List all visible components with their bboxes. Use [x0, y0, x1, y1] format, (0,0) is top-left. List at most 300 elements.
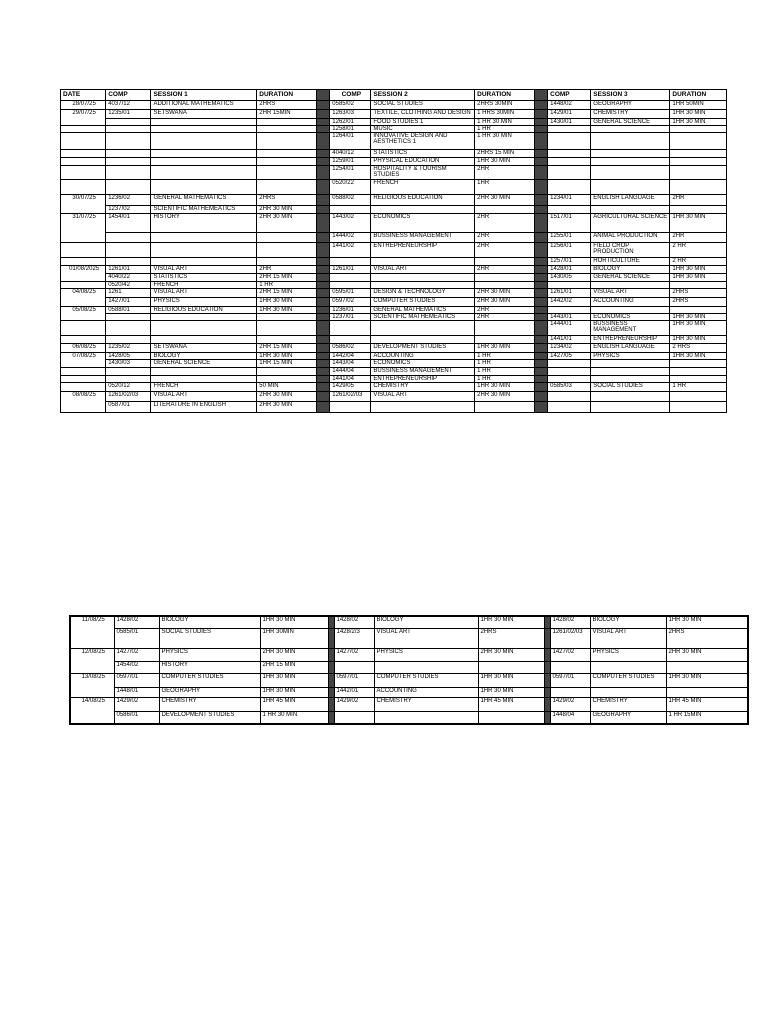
column-separator: [534, 344, 547, 353]
date-cell: 05/08/25: [61, 307, 106, 314]
comp-cell: 0586/01: [114, 711, 159, 724]
comp-cell: [330, 282, 371, 289]
comp-cell: 1261/02/03: [330, 392, 371, 402]
subject-cell: ANIMAL PRODUCTION: [591, 233, 670, 243]
duration-cell: 2HR 30 MIN: [475, 392, 535, 402]
header-session-3: SESSION 3: [591, 90, 670, 101]
comp-cell: 1258/01: [330, 126, 371, 133]
subject-cell: VISUAL ART: [371, 392, 475, 402]
subject-cell: ACCOUNTING: [371, 353, 475, 360]
duration-cell: 1 HR: [475, 368, 535, 376]
duration-cell: 1HR 30 MIN: [670, 266, 727, 274]
duration-cell: [257, 180, 317, 195]
duration-cell: 1HR 30 MIN: [478, 616, 544, 628]
duration-cell: 1HR 30 MIN: [260, 673, 328, 687]
subject-cell: SOCIAL STUDIES: [159, 628, 260, 648]
table-row: [61, 133, 727, 150]
comp-cell: 4040/12: [330, 150, 371, 158]
table-row: [61, 289, 727, 298]
table-row: [61, 402, 727, 413]
duration-cell: [257, 150, 317, 158]
header-comp: COMP: [106, 90, 151, 101]
exam-timetable-1: [60, 89, 727, 413]
column-separator: [316, 150, 329, 158]
comp-cell: 1428/01: [548, 266, 591, 274]
duration-cell: 1HR: [475, 180, 535, 195]
date-cell: [61, 126, 106, 133]
subject-cell: [151, 233, 257, 243]
comp-cell: 1430/03: [106, 360, 151, 368]
subject-cell: CHEMISTRY: [591, 110, 670, 119]
duration-cell: 1HR 30 MIN: [475, 383, 535, 392]
header-duration: DURATION: [670, 90, 727, 101]
subject-cell: [151, 243, 257, 258]
comp-cell: 1427/02: [334, 648, 374, 661]
subject-cell: ENTREPRENEURSHIP: [371, 376, 475, 383]
comp-cell: [330, 321, 371, 336]
duration-cell: 1HR 15 MIN: [257, 360, 317, 368]
subject-cell: DEVELOPMENT STUDIES: [371, 344, 475, 353]
comp-cell: [330, 206, 371, 214]
subject-cell: GENERAL SCIENCE: [591, 274, 670, 282]
column-separator: [316, 180, 329, 195]
column-separator: [534, 166, 547, 180]
column-separator: [534, 392, 547, 402]
subject-cell: [151, 119, 257, 126]
comp-cell: [106, 233, 151, 243]
duration-cell: 2HR 30 MIN: [666, 648, 748, 661]
duration-cell: 2HR 30 MIN: [257, 402, 317, 413]
subject-cell: [591, 166, 670, 180]
comp-cell: [106, 119, 151, 126]
duration-cell: [475, 274, 535, 282]
duration-cell: 1HR 30 MIN: [670, 336, 727, 344]
duration-cell: 1HR 45 MIN: [260, 697, 328, 711]
column-separator: [534, 266, 547, 274]
subject-cell: [591, 126, 670, 133]
subject-cell: VISUAL ART: [151, 392, 257, 402]
duration-cell: 1HR 30 MIN: [260, 687, 328, 697]
table-row: [61, 368, 727, 376]
subject-cell: VISUAL ART: [374, 628, 478, 648]
table-row: [61, 243, 727, 258]
comp-cell: [106, 158, 151, 166]
duration-cell: 1HR 30 MIN: [257, 298, 317, 307]
column-separator: [534, 133, 547, 150]
comp-cell: 1444/01: [548, 321, 591, 336]
date-cell: [61, 233, 106, 243]
table-row: [61, 360, 727, 368]
subject-cell: RELIGIOUS EDUCATION: [151, 307, 257, 314]
subject-cell: [591, 206, 670, 214]
duration-cell: 1 HR: [670, 383, 727, 392]
column-separator: [534, 214, 547, 233]
duration-cell: [257, 368, 317, 376]
subject-cell: [151, 126, 257, 133]
column-separator: [316, 126, 329, 133]
duration-cell: 2HR 15 MIN: [257, 289, 317, 298]
duration-cell: 2HRS 15 MIN: [475, 150, 535, 158]
comp-cell: [106, 166, 151, 180]
subject-cell: [590, 661, 666, 673]
column-separator: [316, 133, 329, 150]
table-row: [61, 214, 727, 233]
subject-cell: FRENCH: [151, 282, 257, 289]
comp-cell: [548, 402, 591, 413]
duration-cell: [475, 258, 535, 266]
comp-cell: [106, 258, 151, 266]
table-row: [61, 233, 727, 243]
comp-cell: [330, 336, 371, 344]
table-row: [61, 376, 727, 383]
subject-cell: DEVELOPMENT STUDIES: [159, 711, 260, 724]
subject-cell: CHEMISTRY: [590, 697, 666, 711]
date-cell: 08/08/25: [61, 392, 106, 402]
duration-cell: [475, 402, 535, 413]
subject-cell: [371, 274, 475, 282]
subject-cell: STATISTICS: [151, 274, 257, 282]
date-cell: [70, 711, 114, 724]
comp-cell: 0586/02: [330, 344, 371, 353]
subject-cell: COMPUTER STUDIES: [590, 673, 666, 687]
duration-cell: [257, 243, 317, 258]
column-separator: [534, 206, 547, 214]
subject-cell: INNOVATIVE DESIGN AND AESTHETICS 1: [371, 133, 475, 150]
duration-cell: [475, 282, 535, 289]
subject-cell: HISTORY: [151, 214, 257, 233]
subject-cell: ENTREPRENEURSHIP: [591, 336, 670, 344]
date-cell: [70, 628, 114, 648]
comp-cell: 1428/02: [334, 616, 374, 628]
subject-cell: PHYSICAL EDUCATION: [371, 158, 475, 166]
duration-cell: 2HR 30 MIN: [475, 298, 535, 307]
date-cell: [70, 661, 114, 673]
column-separator: [316, 376, 329, 383]
comp-cell: 1429/01: [548, 110, 591, 119]
subject-cell: [151, 180, 257, 195]
duration-cell: 1 HR: [475, 126, 535, 133]
comp-cell: 0520/42: [106, 282, 151, 289]
subject-cell: [591, 133, 670, 150]
column-separator: [316, 258, 329, 266]
subject-cell: [151, 314, 257, 321]
subject-cell: SOCIAL STUDIES: [371, 101, 475, 110]
comp-cell: 1444/04: [330, 368, 371, 376]
subject-cell: FRENCH: [151, 383, 257, 392]
date-cell: 13/08/25: [70, 673, 114, 687]
subject-cell: PHYSICS: [159, 648, 260, 661]
duration-cell: 2HR 30 MIN: [260, 648, 328, 661]
table-row: [61, 344, 727, 353]
subject-cell: STATISTICS: [371, 150, 475, 158]
duration-cell: [670, 166, 727, 180]
comp-cell: 1261/02/03: [106, 392, 151, 402]
duration-cell: 2HR 30 MIN: [475, 195, 535, 206]
column-separator: [534, 376, 547, 383]
comp-cell: 1442/02: [548, 298, 591, 307]
comp-cell: 0595/01: [330, 289, 371, 298]
subject-cell: [151, 133, 257, 150]
comp-cell: 1430/05: [548, 274, 591, 282]
comp-cell: [106, 376, 151, 383]
date-cell: [61, 383, 106, 392]
column-separator: [316, 383, 329, 392]
date-cell: 07/08/25: [61, 353, 106, 360]
subject-cell: [151, 321, 257, 336]
column-separator: [316, 119, 329, 126]
duration-cell: 1HR 30 MIN: [670, 110, 727, 119]
subject-cell: BUSSINESS MANAGEMENT: [371, 233, 475, 243]
duration-cell: [257, 166, 317, 180]
subject-cell: SCIENTIFIC MATHEMEATICS: [151, 206, 257, 214]
comp-cell: 0587/01: [106, 402, 151, 413]
comp-cell: 1427/05: [548, 353, 591, 360]
date-cell: [61, 274, 106, 282]
date-cell: 14/08/25: [70, 697, 114, 711]
header-date: DATE: [61, 90, 106, 101]
subject-cell: AGRICULTURAL SCIENCE: [591, 214, 670, 233]
subject-cell: PHYSICS: [374, 648, 478, 661]
duration-cell: 1 HR: [475, 353, 535, 360]
duration-cell: 1 HRS 30MIN: [475, 110, 535, 119]
table-row: [61, 150, 727, 158]
duration-cell: 2HR: [475, 266, 535, 274]
subject-cell: ENGLISH LANGUAGE: [591, 195, 670, 206]
subject-cell: VISUAL ART: [151, 289, 257, 298]
duration-cell: 1HR 30 MIN: [670, 214, 727, 233]
comp-cell: [548, 368, 591, 376]
header-session-1: SESSION 1: [151, 90, 257, 101]
subject-cell: PHYSICS: [591, 353, 670, 360]
subject-cell: ACCOUNTING: [591, 298, 670, 307]
comp-cell: 1235/02: [106, 344, 151, 353]
duration-cell: 1HR 30 MIN: [670, 274, 727, 282]
column-separator: [316, 110, 329, 119]
subject-cell: GENERAL MATHEMATICS: [371, 307, 475, 314]
date-cell: [61, 368, 106, 376]
subject-cell: GEOGRAPHY: [590, 711, 666, 724]
duration-cell: [257, 376, 317, 383]
duration-cell: 1HR 30 MIN: [257, 307, 317, 314]
duration-cell: 2HR: [670, 233, 727, 243]
column-separator: [534, 233, 547, 243]
duration-cell: 2 HR: [670, 258, 727, 266]
subject-cell: [591, 158, 670, 166]
subject-cell: FOOD STUDIES 1: [371, 119, 475, 126]
comp-cell: 0585/01: [114, 628, 159, 648]
subject-cell: HORTICULTURE: [591, 258, 670, 266]
subject-cell: ECONOMICS: [371, 360, 475, 368]
duration-cell: 1HR 30 MIN: [670, 321, 727, 336]
subject-cell: BIOLOGY: [590, 616, 666, 628]
subject-cell: VISUAL ART: [590, 628, 666, 648]
duration-cell: [257, 258, 317, 266]
column-separator: [316, 321, 329, 336]
subject-cell: [591, 360, 670, 368]
comp-cell: 1429/02: [550, 697, 590, 711]
comp-cell: 1428/05: [106, 353, 151, 360]
date-cell: 04/08/25: [61, 289, 106, 298]
duration-cell: 2HR: [257, 266, 317, 274]
comp-cell: 1428/2/3: [334, 628, 374, 648]
duration-cell: 2 HR: [670, 243, 727, 258]
duration-cell: 2HR 30 MIN: [257, 214, 317, 233]
comp-cell: 1237/02: [106, 206, 151, 214]
duration-cell: 2HR 15 MIN: [260, 661, 328, 673]
subject-cell: BUSSINESS MANAGEMENT: [591, 321, 670, 336]
date-cell: [61, 206, 106, 214]
comp-cell: [106, 336, 151, 344]
table-row: [61, 298, 727, 307]
duration-cell: [666, 687, 748, 697]
comp-cell: 1234/01: [548, 195, 591, 206]
comp-cell: [548, 392, 591, 402]
date-cell: [61, 402, 106, 413]
comp-cell: 0585/02: [330, 101, 371, 110]
table-row: [61, 392, 727, 402]
column-separator: [534, 298, 547, 307]
comp-cell: 0597/02: [330, 298, 371, 307]
duration-cell: [257, 336, 317, 344]
duration-cell: [257, 158, 317, 166]
duration-cell: [670, 392, 727, 402]
subject-cell: HOSPITALITY & TOURISM STUDIES: [371, 166, 475, 180]
duration-cell: 1 HR: [257, 282, 317, 289]
column-separator: [316, 307, 329, 314]
comp-cell: [548, 376, 591, 383]
comp-cell: [548, 133, 591, 150]
column-separator: [534, 368, 547, 376]
column-separator: [316, 282, 329, 289]
comp-cell: 1429/02: [114, 697, 159, 711]
comp-cell: [330, 402, 371, 413]
header-session-2: SESSION 2: [371, 90, 475, 101]
column-separator: [316, 195, 329, 206]
comp-cell: 1236/02: [106, 195, 151, 206]
subject-cell: TEXTILE, CLOTHING AND DESIGN: [371, 110, 475, 119]
duration-cell: 2HR: [475, 233, 535, 243]
table-row: [61, 307, 727, 314]
subject-cell: GEOGRAPHY: [591, 101, 670, 110]
date-cell: [61, 282, 106, 289]
comp-cell: [106, 243, 151, 258]
column-separator: [534, 274, 547, 282]
column-separator: [316, 344, 329, 353]
column-separator: [316, 392, 329, 402]
table-row: [61, 101, 727, 110]
comp-cell: 1442/01: [334, 687, 374, 697]
subject-cell: CHEMISTRY: [159, 697, 260, 711]
duration-cell: [475, 336, 535, 344]
comp-cell: [550, 687, 590, 697]
subject-cell: BUSSINESS MANAGEMENT: [371, 368, 475, 376]
column-separator: [534, 150, 547, 158]
column-separator: [534, 90, 547, 101]
duration-cell: [257, 314, 317, 321]
column-separator: [316, 266, 329, 274]
comp-cell: 1254/01: [330, 166, 371, 180]
duration-cell: 2HR 30 MIN: [257, 392, 317, 402]
column-separator: [534, 243, 547, 258]
comp-cell: 1262/01: [330, 119, 371, 126]
duration-cell: 1HR 45 MIN: [666, 697, 748, 711]
column-separator: [534, 282, 547, 289]
duration-cell: 2HR: [475, 307, 535, 314]
duration-cell: [257, 133, 317, 150]
comp-cell: 1429/05: [330, 383, 371, 392]
comp-cell: 1454/01: [106, 214, 151, 233]
duration-cell: 1 HR: [475, 376, 535, 383]
duration-cell: 2HRS: [478, 628, 544, 648]
header-comp: COMP: [330, 90, 371, 101]
subject-cell: GENERAL MATHEMATICS: [151, 195, 257, 206]
comp-cell: 1261/01: [106, 266, 151, 274]
column-separator: [316, 360, 329, 368]
comp-cell: 1517/01: [548, 214, 591, 233]
table-row: [70, 616, 748, 628]
column-separator: [534, 314, 547, 321]
table-row: [61, 195, 727, 206]
header-duration: DURATION: [475, 90, 535, 101]
comp-cell: 1236/01: [330, 307, 371, 314]
column-separator: [316, 206, 329, 214]
table-row: [61, 158, 727, 166]
duration-cell: [257, 321, 317, 336]
duration-cell: 1 HR 30 MIN: [475, 119, 535, 126]
table-row: [70, 661, 748, 673]
subject-cell: [591, 180, 670, 195]
date-cell: [61, 133, 106, 150]
date-cell: 28/07/25: [61, 101, 106, 110]
comp-cell: 1427/02: [114, 648, 159, 661]
comp-cell: [334, 711, 374, 724]
table-row: [61, 119, 727, 126]
subject-cell: MUSIC: [371, 126, 475, 133]
subject-cell: [590, 687, 666, 697]
column-separator: [534, 180, 547, 195]
table-row: [61, 314, 727, 321]
subject-cell: [374, 661, 478, 673]
comp-cell: 1443/04: [330, 360, 371, 368]
duration-cell: [670, 307, 727, 314]
duration-cell: 1 HR: [475, 360, 535, 368]
duration-cell: [257, 126, 317, 133]
subject-cell: [371, 321, 475, 336]
header-row: [61, 90, 727, 101]
subject-cell: FRENCH: [371, 180, 475, 195]
date-cell: [61, 158, 106, 166]
comp-cell: 1261/01: [548, 289, 591, 298]
duration-cell: 2HR: [475, 166, 535, 180]
column-separator: [534, 119, 547, 126]
duration-cell: 1HR 50MIN: [670, 101, 727, 110]
subject-cell: GEOGRAPHY: [159, 687, 260, 697]
column-separator: [316, 298, 329, 307]
duration-cell: 2HR 15 MIN: [257, 344, 317, 353]
subject-cell: [591, 376, 670, 383]
comp-cell: [548, 126, 591, 133]
table-row: [61, 274, 727, 282]
table-row: [61, 126, 727, 133]
subject-cell: SCIENTIFIC MATHEMEATICS: [371, 314, 475, 321]
table-row: [61, 282, 727, 289]
subject-cell: RELIGIOUS EDUCATION: [371, 195, 475, 206]
duration-cell: 2HR 15MIN: [257, 110, 317, 119]
duration-cell: 2HR 30 MIN: [257, 206, 317, 214]
comp-cell: 1454/02: [114, 661, 159, 673]
comp-cell: 0597/01: [550, 673, 590, 687]
column-separator: [534, 195, 547, 206]
